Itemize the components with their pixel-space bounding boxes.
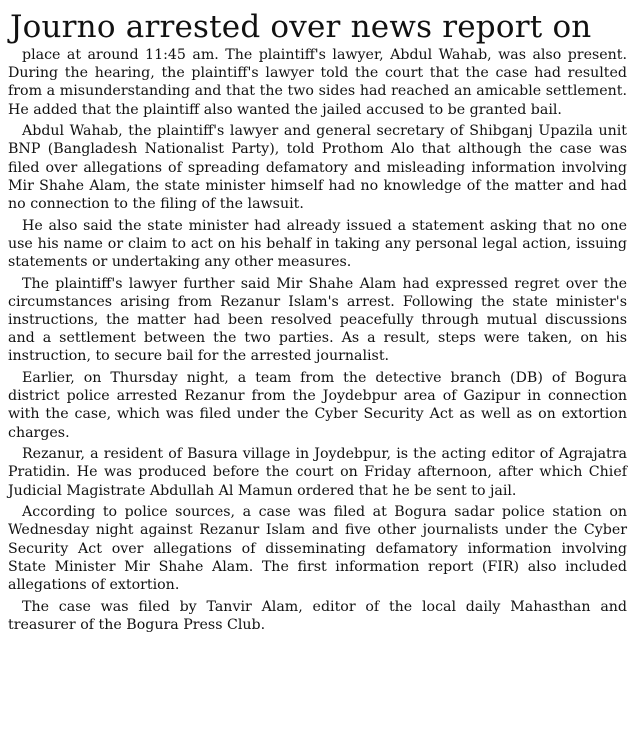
article-paragraph: According to police sources, a case was filed at Bogura sadar police station on Wednesday night against Rezanur Islam and five other journalists under the Cyber Security Act over allegations of disseminating defamatory information involving State Minister Mir Shahe Alam. The first information report (FIR) also included allegations of extortion.	[8, 504, 627, 594]
article-paragraph: Rezanur, a resident of Basura village in Joydebpur, is the acting editor of Agrajatra Pratidin. He was produced before the court on Friday afternoon, after which Chief Judicial Magistrate Abdullah Al Mamun ordered that he be sent to jail.	[8, 446, 627, 499]
article-paragraph: He also said the state minister had already issued a statement asking that no one use his name or claim to act on his behalf in taking any personal legal action, issuing statements or undertaking any other measures.	[8, 217, 627, 271]
article-paragraph: Earlier, on Thursday night, a team from the detective branch (DB) of Bogura district police arrested Rezanur from the Joydebpur area of Gazipur in connection with the case, which was filed under the Cyber Security Act as well as on extortion charges.	[8, 370, 627, 441]
article-body	[8, 46, 627, 634]
article-paragraph: place at around 11:45 am. The plaintiff's lawyer, Abdul Wahab, was also present. During the hearing, the plaintiff's lawyer told the court that the case had resulted from a misunderstanding and that the two sides had reached an amicable settlement. He added that the plaintiff also wanted the jailed accused to be granted bail.	[8, 47, 627, 118]
article-paragraph: The case was filed by Tanvir Alam, editor of the local daily Mahasthan and treasurer of the Bogura Press Club.	[8, 598, 627, 633]
article-paragraph: The plaintiff's lawyer further said Mir Shahe Alam had expressed regret over the circumstances arising from Rezanur Islam's arrest. Following the state minister's instructions, the matter had been resolved peacefully through mutual discussions and a settlement between the two parties. As a result, steps were taken, on his instruction, to secure bail for the arrested journalist.	[8, 275, 627, 365]
article-paragraph: Abdul Wahab, the plaintiff's lawyer and general secretary of Shibganj Upazila unit BNP (Bangladesh Nationalist Party), told Prothom Alo that although the case was filed over allegations of spreading defamatory and misleading information involving Mir Shahe Alam, the state minister himself had no knowledge of the matter and had no connection to the filing of the lawsuit.	[8, 123, 627, 213]
article-headline: Journo arrested over news report on	[10, 9, 592, 45]
